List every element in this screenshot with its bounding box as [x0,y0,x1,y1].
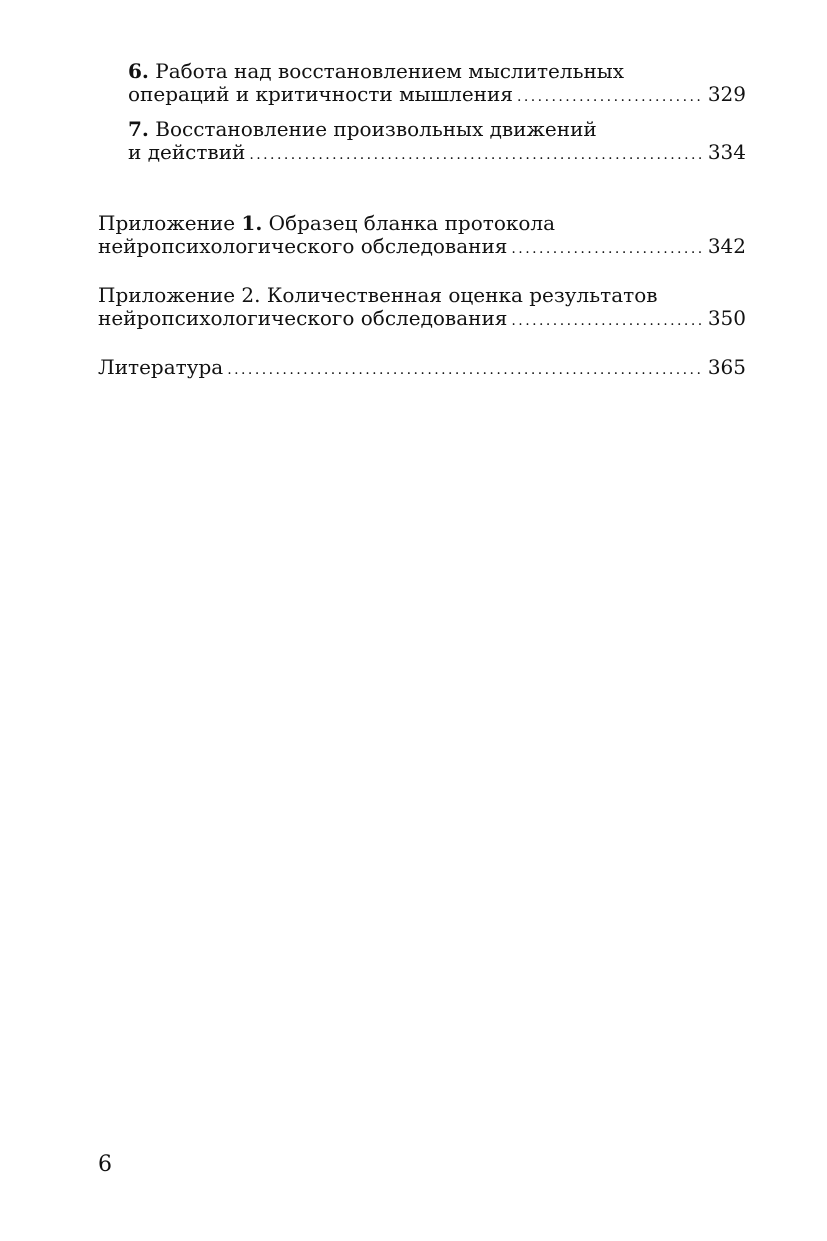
appendix-number: 1. [241,211,263,235]
toc-page-number: 329 [707,82,746,106]
toc-entry-title-line1: Восстановление произвольных движений [148,117,597,141]
toc-entry-leader-line [98,307,746,333]
toc-entry-leader-line [98,356,746,382]
toc-entry-number: 6. [128,59,149,83]
page-number: 6 [98,1152,112,1177]
dot-leader [517,83,704,109]
toc-entry-7[interactable] [128,118,746,167]
dot-leader [511,307,703,333]
appendix-title-line2: нейропсихологического обследования [98,306,508,330]
literature-label: Литература [98,355,224,379]
dot-leader [249,141,703,167]
toc-page-number: 350 [707,306,746,330]
toc-entry-leader-line [128,83,746,109]
dot-leader [227,356,704,382]
toc-page-number: 334 [707,140,746,164]
toc-appendix-1[interactable] [98,212,746,261]
toc-entry-title-line1: Работа над восстановлением мыслительных [148,59,624,83]
toc-page-number: 342 [707,234,746,258]
toc-entry-title [128,60,746,83]
dot-leader [511,235,703,261]
toc-entry-6[interactable] [128,60,746,109]
toc-entry-title-line2: и действий [128,140,246,164]
toc-page-number: 365 [707,355,746,379]
toc-entry-number: 7. [128,117,149,141]
appendix-title-line1: Приложение 2. Количественная оценка результатов [98,283,658,307]
toc-entry-title [128,118,746,141]
toc-entry-leader-line [98,235,746,261]
toc-appendix-2[interactable] [98,284,746,333]
toc-entry-title-line2: операций и критичности мышления [128,82,513,106]
toc-entry-title [98,284,746,307]
toc-entry-leader-line [128,141,746,167]
appendix-title-line2: нейропсихологического обследования [98,234,508,258]
appendix-title-line1: Образец бланка протокола [262,211,556,235]
appendix-prefix: Приложение [98,211,242,235]
toc-entry-title [98,212,746,235]
table-of-contents [98,60,746,382]
toc-literature[interactable] [98,356,746,382]
